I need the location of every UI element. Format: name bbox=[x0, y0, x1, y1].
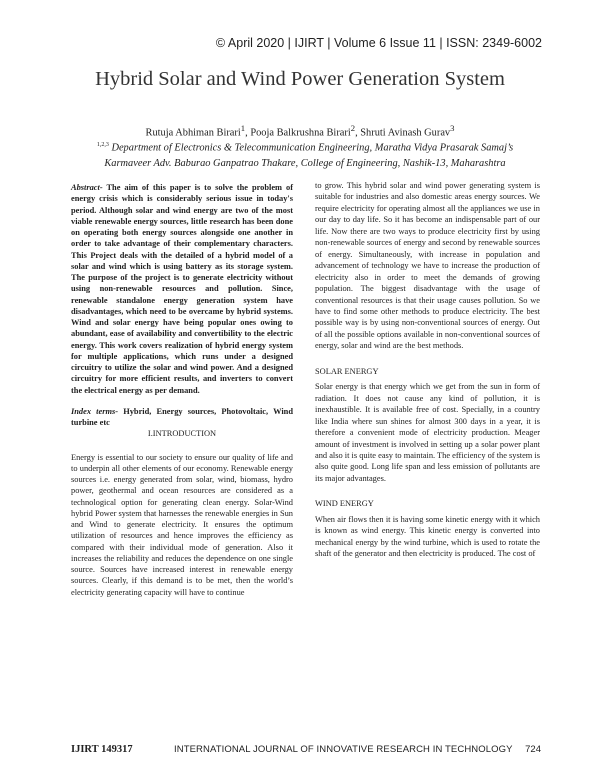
left-column bbox=[71, 182, 293, 598]
abstract-text: The aim of this paper is to solve the problem of energy crisis which is considerably serious issue in today's period. Although solar and wind energy are two of the most viable renewable energy sources, little research has been done on operating both energy sources alongside one another in order to take advantage of their complementary characters. This Project deals with the detailed of a hybrid model of a solar and wind which is using battery as its storage system. The purpose of the project is to generate electricity without using non-renewable resources and pollution. Since, renewable standalone energy generation system have disadvantages, which need to be overcame by hybrid systems. Wind and solar energy have being popular ones owing to abundant, ease of availability and convertibility to the electric energy. This work covers realization of hybrid energy system for multiple applications, which runs under a designed circuitry to utilize the solar and wind power. And a designed circuitry for more efficient results, and inverters to convert the electrical energy as per demand. bbox=[71, 183, 293, 395]
page-number: 724 bbox=[525, 744, 541, 755]
abstract-label: Abstract- bbox=[71, 183, 103, 192]
author-superscript: 1 bbox=[240, 123, 246, 133]
affiliation-line-1: Department of Electronics & Telecommunication Engineering, Maratha Vidya Prasarak Samaj’s bbox=[111, 142, 514, 154]
author-name: Shruti Avinash Gurav bbox=[360, 127, 451, 139]
index-terms-label: Index terms- bbox=[71, 406, 119, 416]
affiliation-line-2: Karmaveer Adv. Baburao Ganpatrao Thakare, College of Engineering, Nashik-13, Maharashtra bbox=[104, 158, 506, 170]
right-column-paragraph: to grow. This hybrid solar and wind power generating system is suitable for industries and also domestic areas energy sources. We require electricity for operating almost all the appliances we use in our day to day life. So it has become an indispensable part of our life. Now there are two ways to produce electricity first by using non-renewable sources of energy and second by renewable sources of energy. Simultaneously, with increase in population and advancement of technology we have to increase the production of electricity also in order to meet the demands of growing population. The biggest disadvantage with the usage of conventional resources is that their usage causes pollution. So we have to find some other methods to produce electricity. The best possible way is by using non-conventional sources of energy. Out of all the possible options available in non-conventional sources of energy, solar and wind are the best methods. bbox=[315, 181, 540, 351]
author-superscript: 2 bbox=[350, 123, 356, 133]
citation-header: © April 2020 | IJIRT | Volume 6 Issue 11 | ISSN: 2349-6002 bbox=[215, 36, 542, 50]
journal-name: INTERNATIONAL JOURNAL OF INNOVATIVE RESEARCH IN TECHNOLOGY bbox=[174, 744, 513, 755]
introduction-text: Energy is essential to our society to ensure our quality of life and to underpin all other elements of our economy. Renewable energy sources i.e. energy generated from solar, wind, biomass, hydro power, geothermal and ocean resources are considered as a technological option for generating clean energy. Solar-Wind hybrid Power system that harnesses the renewable energies in Sun and Wind to generate electricity. It ensures the optimum utilization of resources and hence improves the efficiency as compared with their individual mode of generation. Also it increases the reliability and reduces the dependence on one single source. Sources have increased interest in renewable energy sources. Clearly, if this demand is to be met, then the world’s electricity generating capacity will have to continue bbox=[71, 452, 293, 597]
wind-energy-text: When air flows then it is having some kinetic energy with it which is known as wind energy. This kinetic energy is converted into mechanical energy by the wind turbine, which is used to rotate the shaft of the generator and then electricity is produced. The cost of bbox=[315, 514, 540, 559]
author-name: Rutuja Abhiman Birari bbox=[145, 127, 241, 139]
author-name: Pooja Balkrushna Birari bbox=[250, 127, 351, 139]
affiliation-superscript: 1,2,3 bbox=[96, 142, 109, 148]
page-footer bbox=[71, 744, 541, 755]
paper-title: Hybrid Solar and Wind Power Generation System bbox=[95, 68, 505, 90]
section-heading-introduction: I.INTRODUCTION bbox=[147, 429, 217, 439]
right-column bbox=[315, 180, 540, 560]
section-heading-solar-energy: SOLAR ENERGY bbox=[315, 366, 379, 376]
author-superscript: 3 bbox=[450, 123, 455, 133]
index-terms bbox=[71, 406, 293, 429]
index-terms-text: Hybrid, Energy sources, Photovoltaic, Wind turbine etc bbox=[71, 406, 294, 427]
section-heading-wind-energy: WIND ENERGY bbox=[315, 499, 374, 509]
affiliation bbox=[55, 137, 555, 172]
abstract bbox=[71, 182, 293, 396]
author-list: Rutuja Abhiman Birari$^1$, Pooja Balkrushna Birari$^2$, Shruti Avinash Gurav$^3$ bbox=[145, 123, 455, 139]
solar-energy-text: Solar energy is that energy which we get from the sun in form of radiation. It does not cause any kind of pollution, it is inexhaustible. It is available free of cost. Specially, in a country like India where sun shines for almost 300 days in a year, it is therefore a convenient mode of electricity production. Meager amount of investment is involved in setting up a solar power plant and also it is quite easy to maintain. The efficiency of the system is also quite good. Long life span and less emission of pollutants are its major advantages. bbox=[315, 382, 540, 483]
paper-id: IJIRT 149317 bbox=[71, 744, 133, 755]
